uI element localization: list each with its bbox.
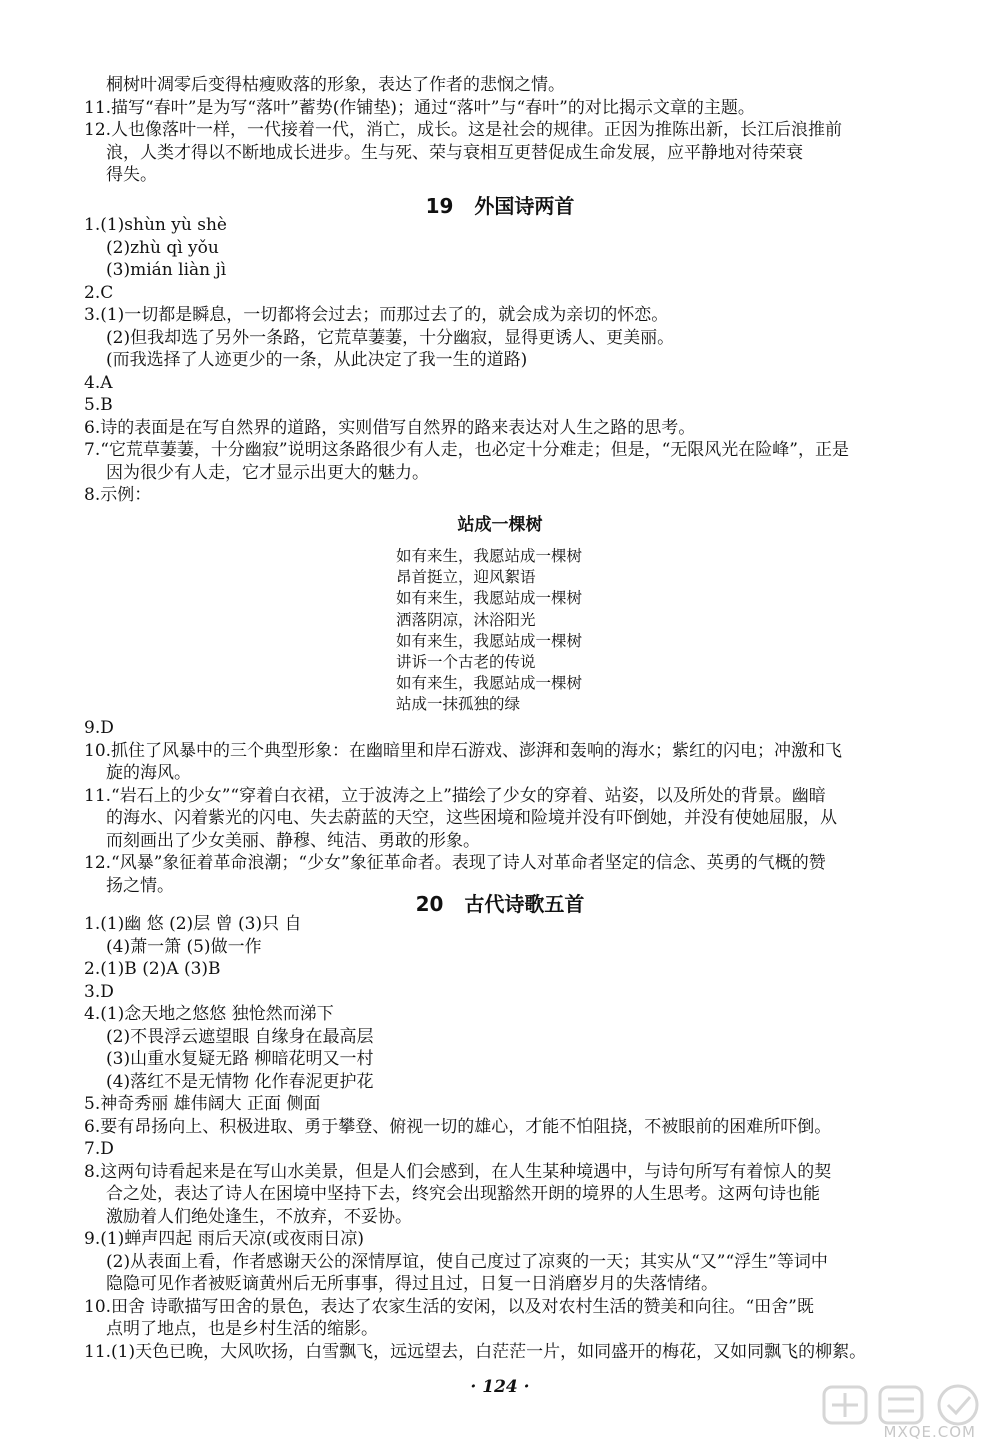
- poem-line: 如有来生，我愿站成一棵树: [396, 589, 583, 608]
- text-line: 隐隐可见作者被贬谪黄州后无所事事，得过且过，日复一日消磨岁月的失落情绪。: [106, 1274, 718, 1294]
- poem-line: 如有来生，我愿站成一棵树: [396, 547, 583, 565]
- text-line: 6.诗的表面是在写自然界的道路，实则借写自然界的路来表达对人生之路的思考。: [84, 417, 696, 438]
- text-line: (2)从表面上看，作者感谢天公的深情厚谊，使自己度过了凉爽的一天；其实从“又”“浮生”等词中: [106, 1251, 828, 1272]
- text-line: 11.描写“春叶”是为写“落叶”蓄势(作铺垫)；通过“落叶”与“春叶”的对比揭示文章的主题。: [84, 97, 755, 118]
- text-line: 而刻画出了少女美丽、静穆、纯洁、勇敢的形象。: [106, 830, 480, 851]
- section-title-20: 20 古代诗歌五首: [415, 892, 585, 916]
- text-line: 5.B: [84, 395, 113, 415]
- text-line: 1.(1)幽 悠 (2)层 曾 (3)只 自: [84, 914, 302, 934]
- poem-title: 站成一棵树: [457, 515, 543, 535]
- poem-line: 如有来生，我愿站成一棵树: [396, 674, 583, 693]
- text-line: 5.神奇秀丽 雄伟阔大 正面 侧面: [84, 1094, 321, 1114]
- text-line: 2.C: [84, 282, 114, 303]
- text-line: 7.“它荒草萋萋，十分幽寂”说明这条路很少有人走，也必定十分难走；但是，“无限风光在险峰”，正是: [84, 440, 849, 460]
- text-line: (4)落红不是无情物 化作春泥更护花: [106, 1071, 374, 1092]
- text-line: (而我选择了人迹更少的一条，从此决定了我一生的道路): [106, 350, 528, 370]
- text-line: 9.(1)蝉声四起 雨后天凉(或夜雨日凉): [84, 1229, 364, 1249]
- section-title-19: 19 外国诗两首: [425, 194, 575, 218]
- poem-body: [396, 546, 736, 716]
- text-line: 因为很少有人走，它才显示出更大的魅力。: [106, 462, 429, 483]
- text-line: 9.D: [84, 718, 114, 738]
- text-line: 10.田舍 诗歌描写田舍的景色，表达了农家生活的安闲，以及对农村生活的赞美和向往。“田舍”既: [84, 1296, 814, 1317]
- text-line: (4)萧一箫 (5)做一作: [106, 936, 262, 957]
- text-line: 2.(1)B (2)A (3)B: [84, 959, 221, 979]
- text-line: 6.要有昂扬向上、积极进取、勇于攀登、俯视一切的雄心，才能不怕阻挠，不被眼前的困难所吓倒。: [84, 1116, 832, 1137]
- text-line: 8.示例：: [84, 485, 152, 505]
- text-line: 4.A: [84, 372, 113, 393]
- text-line: 10.抓住了风暴中的三个典型形象：在幽暗里和岸石游戏、澎湃和轰响的海水；紫红的闪电；冲激和飞: [84, 740, 843, 761]
- text-line: 激励着人们绝处逢生，不放弃，不妥协。: [106, 1206, 412, 1227]
- poem-line: 讲诉一个古老的传说: [396, 653, 536, 672]
- text-line: 3.D: [84, 981, 114, 1002]
- text-line: 3.(1)一切都是瞬息，一切都将会过去；而那过去了的，就会成为亲切的怀恋。: [84, 305, 669, 325]
- text-line: 扬之情。: [106, 875, 174, 896]
- poem-line: 昂首挺立，迎风絮语: [396, 568, 536, 587]
- watermark-logo: [820, 1383, 990, 1445]
- poem-line: 如有来生，我愿站成一棵树: [396, 631, 583, 650]
- text-line: (2)不畏浮云遮望眼 自缘身在最高层: [106, 1026, 374, 1047]
- text-line: 12.“风暴”象征着革命浪潮；“少女”象征革命者。表现了诗人对革命者坚定的信念、英勇的气概的赞: [84, 853, 826, 873]
- page-number: · 124 ·: [470, 1377, 530, 1397]
- text-line: 11.“岩石上的少女”“穿着白衣裙，立于波涛之上”描绘了少女的穿着、站姿，以及所处的背景。幽暗: [84, 785, 826, 806]
- text-line: 1.(1)shùn yù shè: [84, 215, 227, 235]
- answer-block-19a: [84, 214, 924, 507]
- text-line: 11.(1)天色已晚，大风吹扬，白雪飘飞，远远望去，白茫茫一片，如同盛开的梅花，又如同飘飞的柳絮。: [84, 1341, 867, 1362]
- text-line: 4.(1)念天地之悠悠 独怆然而涕下: [84, 1004, 334, 1024]
- text-line: 桐树叶凋零后变得枯瘦败落的形象，表达了作者的悲悯之情。: [106, 75, 565, 95]
- answer-block-top: [84, 74, 924, 187]
- text-line: 12.人也像落叶一样，一代接着一代，消亡，成长。这是社会的规律。正因为推陈出新，长江后浪推前: [84, 120, 843, 140]
- text-line: 得失。: [106, 165, 157, 185]
- text-line: 7.D: [84, 1139, 114, 1159]
- poem-line: 洒落阴凉，沐浴阳光: [396, 610, 536, 629]
- text-line: 合之处，表达了诗人在困境中坚持下去，终究会出现豁然开朗的境界的人生思考。这两句诗也能: [106, 1184, 820, 1204]
- text-line: (2)但我却选了另外一条路，它荒草萋萋，十分幽寂，显得更诱人、更美丽。: [106, 327, 675, 348]
- watermark-text: MXQE.COM: [883, 1423, 976, 1441]
- text-line: 8.这两句诗看起来是在写山水美景，但是人们会感到，在人生某种境遇中，与诗句所写有着惊人的契: [84, 1161, 832, 1182]
- poem-line: 站成一抹孤独的绿: [396, 695, 521, 714]
- text-line: 旋的海风。: [106, 763, 191, 783]
- answer-block-20: [84, 913, 924, 1363]
- text-line: 浪，人类才得以不断地成长进步。生与死、荣与衰相互更替促成生命发展，应平静地对待荣衰: [106, 142, 803, 163]
- answer-block-19b: [84, 717, 924, 897]
- text-line: 点明了地点，也是乡村生活的缩影。: [106, 1319, 378, 1339]
- text-line: 的海水、闪着紫光的闪电、失去蔚蓝的天空，这些困境和险境并没有吓倒她，并没有使她屈服，从: [106, 808, 837, 828]
- text-line: (2)zhù qì yǒu: [106, 237, 219, 258]
- text-line: (3)mián liàn jì: [106, 260, 227, 280]
- text-line: (3)山重水复疑无路 柳暗花明又一村: [106, 1049, 374, 1069]
